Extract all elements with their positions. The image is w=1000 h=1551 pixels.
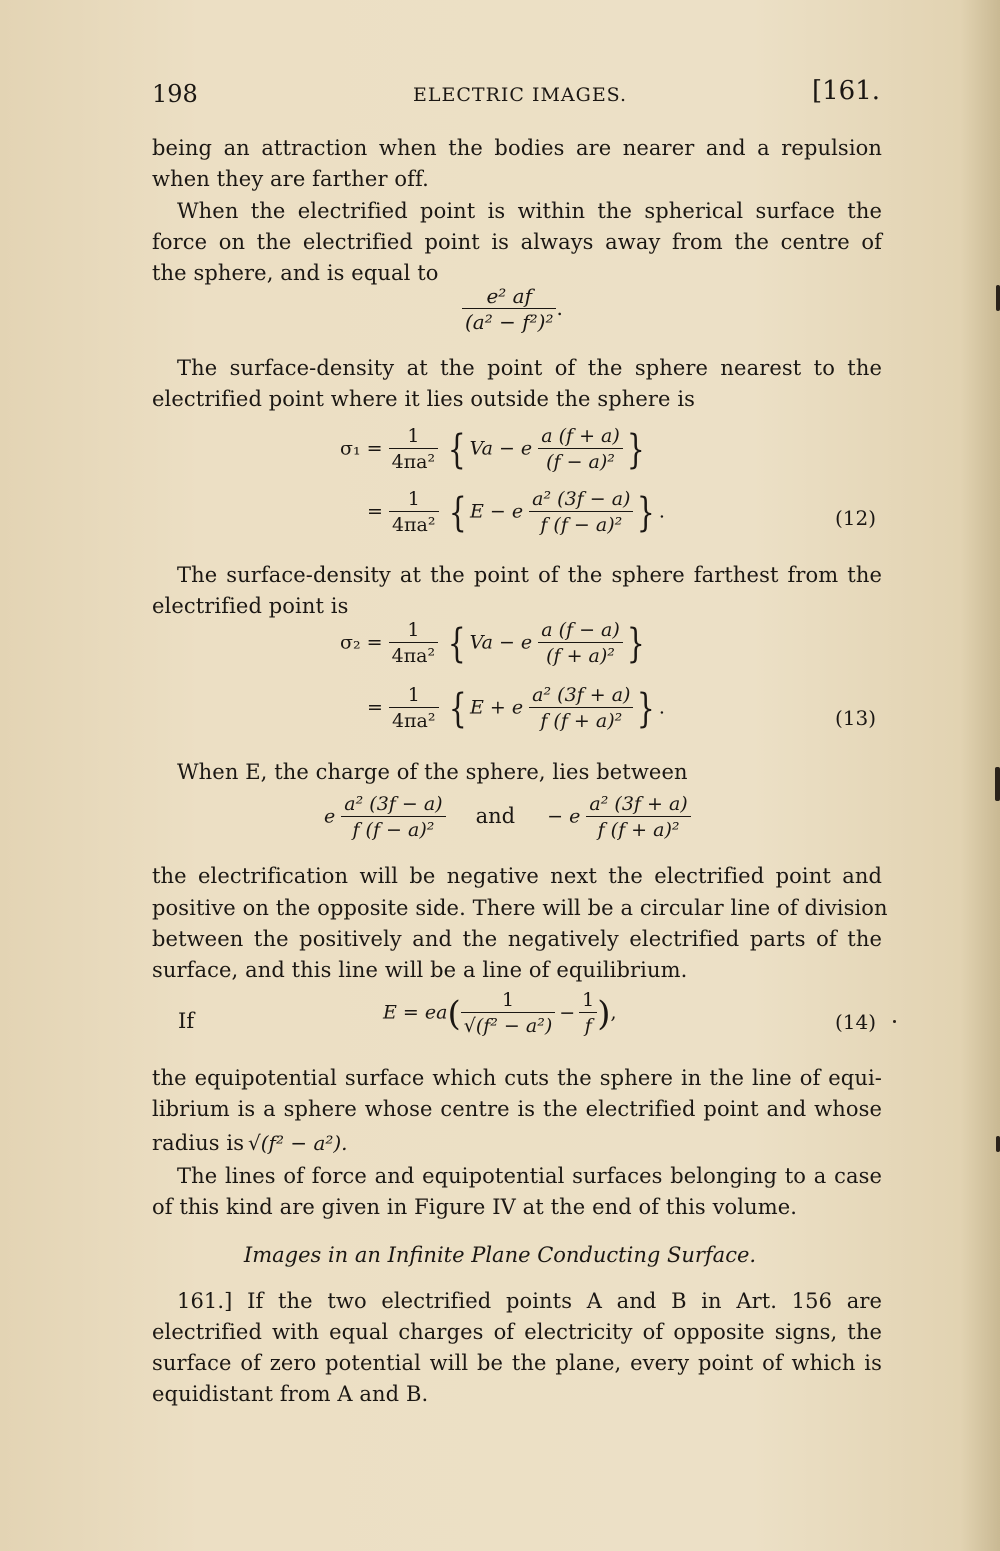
equation-force: [462, 284, 563, 335]
fraction-numerator: a (f − a): [538, 618, 623, 643]
text-line: electrified point is: [152, 594, 349, 618]
punctuation: .: [658, 696, 665, 719]
conjunction-and: and: [475, 803, 516, 828]
coefficient-numerator: 1: [389, 618, 439, 643]
text-line: If: [178, 1009, 195, 1033]
section-heading: Images in an Infinite Plane Conducting Surface.: [243, 1243, 757, 1267]
equation-term: E + e: [470, 696, 524, 719]
running-title: ELECTRIC IMAGES.: [413, 84, 628, 106]
fraction-numerator: a² (3f − a): [529, 487, 633, 512]
equation-number-13: (13): [835, 706, 877, 730]
text-line: 161.] If the two electrified points A and B in Art. 156 are: [177, 1289, 882, 1313]
text-line: When the electrified point is within the spherical surface the: [177, 199, 882, 223]
text-line: The surface-density at the point of the sphere farthest from the: [177, 563, 882, 587]
equation-number-14: (14): [835, 1010, 877, 1034]
text-line: the electrification will be negative next the electrified point and: [152, 864, 882, 888]
fraction-numerator: 1: [579, 988, 597, 1013]
page-edge-mark: [996, 1136, 1000, 1152]
equation-number-12: (12): [835, 506, 877, 530]
fraction-numerator: a² (3f + a): [586, 792, 690, 817]
fraction-numerator: e² af: [462, 284, 556, 309]
equation-term: Va − e: [469, 631, 533, 654]
text-line: equidistant from A and B.: [152, 1382, 429, 1406]
equation-lhs: =: [367, 696, 383, 719]
text-line: positive on the opposite side. There will be a circular line of division: [152, 896, 888, 920]
equation-sigma1-line1: σ₁ = $\frac{1}{\text{4πa²}}$ { Va − e $\frac{a (f + a)}{\text{(f − a)²}}$ }: [340, 425, 645, 473]
page-edge-mark: [996, 285, 1000, 311]
equation-lhs: E = ea: [383, 1001, 448, 1024]
operator: −: [559, 1001, 576, 1024]
equation-sigma2-line2: = $\frac{1}{\text{4πa²}}$ { E + e $\frac{\text{a² (3f + a)}}{\text{f (f + a)²}}$ } .: [367, 684, 665, 732]
equation-lhs: σ₂ =: [340, 631, 383, 654]
text-line: when they are farther off.: [152, 167, 429, 191]
fraction-numerator: a (f + a): [538, 424, 623, 449]
coefficient-denominator: 4πa²: [391, 710, 436, 732]
coefficient-denominator: 4πa²: [391, 645, 436, 667]
text-line: librium is a sphere whose centre is the electrified point and whose: [152, 1097, 882, 1121]
text-line: of this kind are given in Figure IV at the end of this volume.: [152, 1195, 798, 1219]
fraction-denominator: f (f + a)²: [540, 710, 623, 732]
coefficient-denominator: 4πa²: [391, 514, 436, 536]
equation-14: E = ea( $\frac{1}{\text{√(f² − a²)}}$ − $\frac{1}{f}$ ),: [383, 989, 617, 1037]
text-line: The lines of force and equipotential surfaces belonging to a case: [177, 1164, 882, 1188]
text-line: electrified point where it lies outside the sphere is: [152, 387, 696, 411]
coefficient-denominator: 4πa²: [391, 451, 436, 473]
text-line: the equipotential surface which cuts the sphere in the line of equi-: [152, 1066, 882, 1090]
fraction-denominator: √(f² − a²): [463, 1015, 553, 1037]
fraction-denominator: (f − a)²: [546, 451, 615, 473]
text-line: When E, the charge of the sphere, lies between: [177, 760, 688, 784]
article-marker: [161.: [812, 76, 881, 106]
paper-speck: [893, 1020, 896, 1023]
text-line: The surface-density at the point of the sphere nearest to the: [177, 356, 882, 380]
coefficient-numerator: 1: [389, 487, 439, 512]
punctuation: .: [556, 296, 563, 320]
page-edge-mark: [995, 767, 1000, 801]
fraction-numerator: 1: [461, 988, 556, 1013]
text-line: between the positively and the negatively electrified parts of the: [152, 927, 882, 951]
fraction-denominator: f (f − a)²: [352, 819, 435, 841]
page-number: 198: [152, 80, 198, 108]
equation-lhs: σ₁ =: [340, 437, 383, 460]
punctuation: .: [658, 500, 665, 523]
equation-term: e: [324, 805, 336, 828]
text-line: electrified with equal charges of electricity of opposite signs, the: [152, 1320, 882, 1344]
text-line: surface of zero potential will be the plane, every point of which is: [152, 1351, 882, 1375]
text-line: the sphere, and is equal to: [152, 261, 439, 285]
text-line: radius is: [152, 1131, 245, 1155]
equation-between: [324, 792, 691, 843]
coefficient-numerator: 1: [389, 424, 439, 449]
equation-sigma1-line2: = $\frac{1}{\text{4πa²}}$ { E − e $\frac{\text{a² (3f − a)}}{\text{f (f − a)²}}$ } .: [367, 488, 665, 536]
fraction-numerator: a² (3f + a): [529, 683, 633, 708]
equation-lhs: =: [367, 500, 383, 523]
fraction-denominator: f: [584, 1015, 592, 1037]
fraction-denominator: f (f + a)²: [597, 819, 680, 841]
equation-term: Va − e: [469, 437, 533, 460]
fraction-denominator: (a² − f²)²: [465, 310, 554, 334]
equation-sigma2-line1: σ₂ = $\frac{1}{\text{4πa²}}$ { Va − e $\frac{a (f - a)}{\text{(f + a)²}}$ }: [340, 619, 645, 667]
fraction-denominator: (f + a)²: [546, 645, 615, 667]
coefficient-numerator: 1: [389, 683, 439, 708]
equation-term: − e: [547, 805, 581, 828]
text-line: being an attraction when the bodies are nearer and a repulsion: [152, 136, 882, 160]
fraction-numerator: a² (3f − a): [341, 792, 445, 817]
equation-term: E − e: [470, 500, 524, 523]
text-line: surface, and this line will be a line of equilibrium.: [152, 958, 688, 982]
fraction-denominator: f (f − a)²: [540, 514, 623, 536]
radius-expression: √(f² − a²).: [248, 1131, 348, 1155]
punctuation: ,: [610, 1001, 617, 1024]
text-line: force on the electrified point is always away from the centre of: [152, 230, 882, 254]
